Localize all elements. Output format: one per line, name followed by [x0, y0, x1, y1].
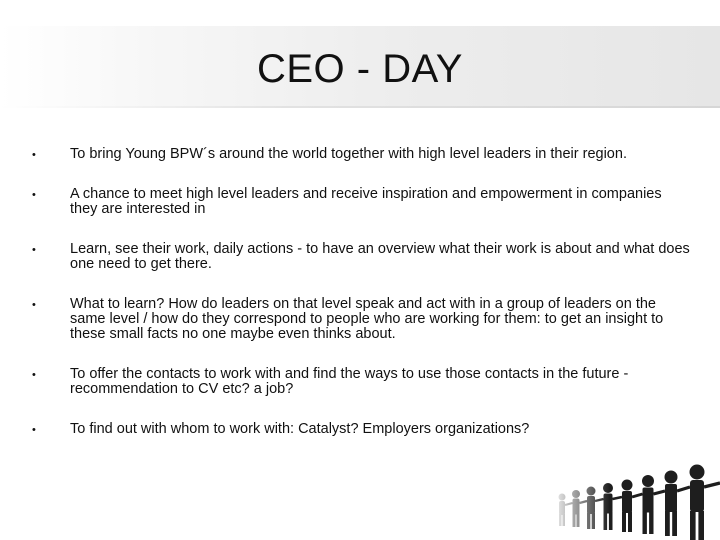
bullet-text: To bring Young BPW´s around the world together with high level leaders in their region. [70, 146, 627, 162]
bullet-text: A chance to meet high level leaders and receive inspiration and empowerment in companies they are interested in [70, 186, 662, 217]
list-item [30, 297, 690, 342]
slide-title: CEO - DAY [256, 47, 463, 91]
bullet-marker: • [32, 244, 36, 256]
list-item [30, 367, 690, 397]
bullet-text: What to learn? How do leaders on that level speak and act with in a group of leaders on the same level / how do they correspond to people who are working for them: to get an insight to these small facts no one maybe even thinks about. [70, 296, 664, 342]
list-item [30, 187, 690, 217]
bullet-list [30, 147, 690, 462]
bullet-text: To find out with whom to work with: Catalyst? Employers organizations? [70, 421, 530, 437]
bullet-text: To offer the contacts to work with and find the ways to use those contacts in the future - recommendation to CV etc? a job? [70, 366, 629, 397]
bullet-text: Learn, see their work, daily actions - to have an overview what their work is about and what does one need to get there. [70, 241, 690, 272]
list-item [30, 147, 690, 162]
bullet-marker: • [32, 369, 36, 381]
bullet-marker: • [32, 189, 36, 201]
header-divider [0, 106, 720, 108]
list-item [30, 242, 690, 272]
bullet-marker: • [32, 424, 36, 436]
bullet-marker: • [32, 299, 36, 311]
bullet-marker: • [32, 149, 36, 161]
people-holding-hands-image [550, 435, 720, 540]
